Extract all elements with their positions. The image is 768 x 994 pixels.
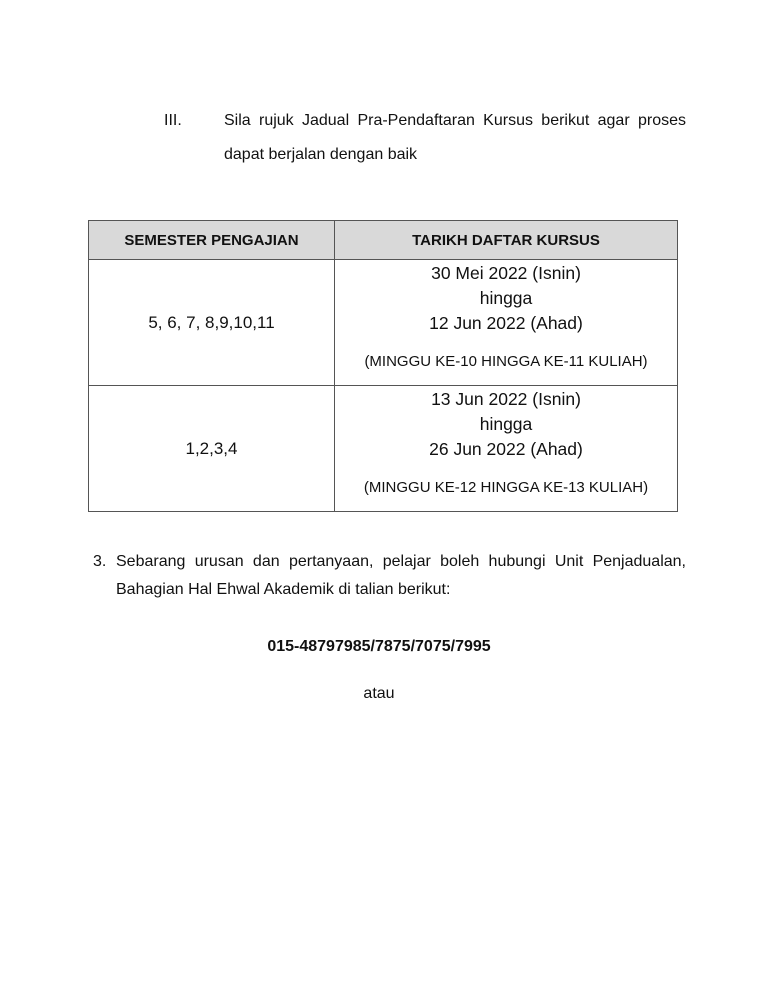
phone-numbers bbox=[0, 638, 768, 656]
semester-cell: 1,2,3,4 bbox=[89, 386, 335, 512]
semester-cell: 5, 6, 7, 8,9,10,11 bbox=[89, 260, 335, 386]
item-iii-marker: III. bbox=[164, 112, 182, 129]
start-date: 13 Jun 2022 (Isnin) bbox=[431, 389, 581, 409]
or-text-label: atau bbox=[363, 685, 395, 702]
point-3-text bbox=[116, 548, 686, 604]
table-row bbox=[89, 260, 678, 386]
item-iii-text bbox=[224, 104, 686, 172]
or-text bbox=[0, 685, 768, 703]
item-iii-line-2: dapat berjalan dengan baik bbox=[224, 146, 418, 163]
end-date: 12 Jun 2022 (Ahad) bbox=[429, 313, 583, 333]
table-header-row bbox=[89, 221, 678, 260]
table-row bbox=[89, 386, 678, 512]
date-cell bbox=[335, 260, 678, 386]
point-3-line-2: Bahagian Hal Ehwal Akademik di talian berikut: bbox=[116, 581, 451, 598]
point-3-line-1: Sebarang urusan dan pertanyaan, pelajar boleh hubungi Unit Penjadualan, bbox=[116, 553, 686, 570]
until-text: hingga bbox=[479, 288, 533, 308]
end-date: 26 Jun 2022 (Ahad) bbox=[429, 439, 583, 459]
week-note: (MINGGU KE-10 HINGGA KE-11 KULIAH) bbox=[364, 353, 648, 370]
header-registration-date: TARIKH DAFTAR KURSUS bbox=[335, 221, 678, 260]
until-text: hingga bbox=[479, 414, 533, 434]
point-3-number: 3. bbox=[93, 553, 107, 570]
date-cell bbox=[335, 386, 678, 512]
header-semester: SEMESTER PENGAJIAN bbox=[89, 221, 335, 260]
start-date: 30 Mei 2022 (Isnin) bbox=[431, 263, 581, 283]
item-iii-line-1: Sila rujuk Jadual Pra-Pendaftaran Kursus berikut agar proses bbox=[224, 112, 686, 129]
week-note: (MINGGU KE-12 HINGGA KE-13 KULIAH) bbox=[363, 479, 649, 496]
registration-schedule-table bbox=[88, 220, 678, 512]
phone-numbers-text: 015-48797985/7875/7075/7995 bbox=[267, 638, 491, 655]
